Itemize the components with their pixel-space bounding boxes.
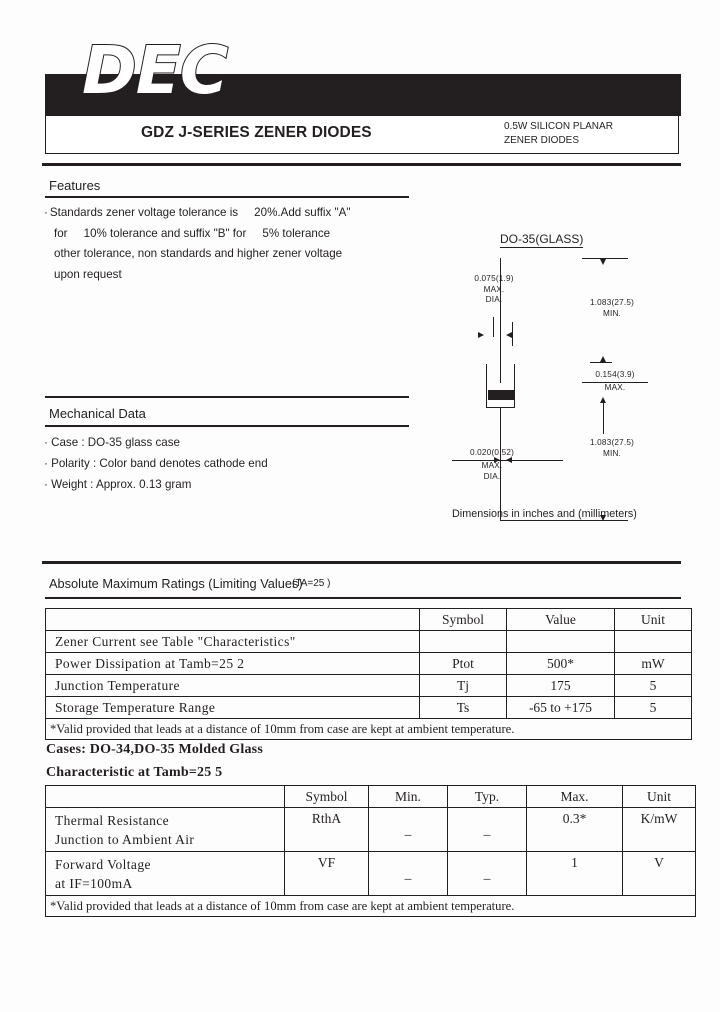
absolute-maximum-ratings-table <box>45 608 692 740</box>
col-header-max: Max. <box>527 786 623 808</box>
rating-value: -65 to +175 <box>507 697 615 719</box>
diagram-caption: Dimensions in inches and (millimeters) <box>452 508 637 520</box>
col-header-desc <box>46 786 285 808</box>
bottom-lead-dim-line <box>603 402 604 434</box>
table-row <box>46 631 692 653</box>
characteristics-table <box>45 785 696 917</box>
mechanical-item: · Polarity : Color band denotes cathode end <box>44 457 268 470</box>
top-lead-arrow-top <box>600 259 606 265</box>
rating-symbol: Ts <box>420 697 507 719</box>
col-header-symbol: Symbol <box>285 786 369 808</box>
col-header-min: Min. <box>369 786 448 808</box>
lead-diameter-leader-left <box>452 460 498 461</box>
features-item <box>44 244 464 265</box>
features-item-text: Standards zener voltage tolerance is 20%.Add suffix "A" <box>49 206 351 219</box>
rating-value: 175 <box>507 675 615 697</box>
rating-unit: mW <box>615 653 692 675</box>
features-item <box>44 265 464 286</box>
body-diameter-detail: DIA. <box>485 295 503 304</box>
ratings-heading: Absolute Maximum Ratings (Limiting Values) <box>49 576 303 591</box>
ratings-underline <box>45 597 681 599</box>
table-note-row <box>46 896 696 917</box>
company-logo: DEC <box>82 32 228 109</box>
cases-line: Cases: DO-34,DO-35 Molded Glass <box>46 742 263 757</box>
characteristic-max: 0.3* <box>527 808 623 852</box>
col-header-desc <box>46 609 420 631</box>
features-item-text: upon request <box>54 267 122 281</box>
mechanical-underline <box>45 425 409 427</box>
top-lead-length-value: 1.083(27.5) <box>589 298 635 307</box>
mechanical-heading: Mechanical Data <box>49 406 146 421</box>
header-divider <box>42 163 681 166</box>
body-length-value: 0.154(3.9) <box>582 370 648 383</box>
table-header-row <box>46 609 692 631</box>
body-diameter-arrow-right <box>478 332 484 338</box>
ratings-condition: (TA=25 ) <box>292 578 331 589</box>
body-diameter-qualifier: MAX. <box>483 284 505 294</box>
bottom-lead-length-qualifier: MIN. <box>602 448 622 458</box>
table-row <box>46 697 692 719</box>
mechanical-item: · Case : DO-35 glass case <box>44 436 180 449</box>
characteristic-unit: K/mW <box>623 808 696 852</box>
body-diameter-label <box>454 274 534 306</box>
col-header-typ: Typ. <box>448 786 527 808</box>
body-length-qualifier: MAX. <box>604 383 626 392</box>
characteristic-desc <box>46 808 285 852</box>
diode-glass-body <box>486 364 515 408</box>
ratings-section-rule <box>42 561 681 564</box>
lead-diameter-detail: DIA. <box>483 472 501 481</box>
rating-unit: 5 <box>615 675 692 697</box>
page-title: GDZ J-SERIES ZENER DIODES <box>141 124 372 141</box>
lead-diameter-value: 0.020(0.52) <box>454 448 530 461</box>
features-item <box>44 224 464 245</box>
col-header-value: Value <box>507 609 615 631</box>
characteristics-footnote: *Valid provided that leads at a distance of 10mm from case are kept at ambient temperature. <box>46 896 696 917</box>
rating-desc: Junction Temperature <box>46 675 420 697</box>
features-item <box>44 203 464 224</box>
header-title-box <box>45 116 679 154</box>
lead-diameter-leader-right <box>513 460 563 461</box>
characteristic-typ: _ <box>448 852 527 896</box>
top-lead-length-qualifier: MIN. <box>602 308 622 318</box>
package-diagram-title: DO-35(GLASS) <box>500 232 584 246</box>
characteristic-max: 1 <box>527 852 623 896</box>
col-header-symbol: Symbol <box>420 609 507 631</box>
characteristic-desc-line1: Forward Voltage <box>55 856 151 872</box>
features-item-text: for 10% tolerance and suffix "B" for 5% tolerance <box>54 226 331 240</box>
cathode-color-band <box>488 390 514 400</box>
rating-unit <box>615 631 692 653</box>
ratings-footnote: *Valid provided that leads at a distance of 10mm from case are kept at ambient temperature. <box>46 719 692 740</box>
rating-unit: 5 <box>615 697 692 719</box>
rating-symbol <box>420 631 507 653</box>
rating-desc: Power Dissipation at Tamb=25 2 <box>46 653 420 675</box>
package-outline-diagram <box>440 232 695 527</box>
table-row <box>46 808 696 852</box>
bottom-lead-length-value: 1.083(27.5) <box>589 438 635 447</box>
characteristic-typ: _ <box>448 808 527 852</box>
rating-symbol: Tj <box>420 675 507 697</box>
lead-diameter-arrow-left <box>506 457 512 463</box>
lead-diameter-qualifier: MAX. <box>481 461 503 470</box>
col-header-unit: Unit <box>623 786 696 808</box>
product-subtitle-line1: 0.5W SILICON PLANAR <box>504 121 613 132</box>
body-top-extension-line <box>590 362 612 363</box>
characteristic-unit: V <box>623 852 696 896</box>
col-header-unit: Unit <box>615 609 692 631</box>
mechanical-item: · Weight : Approx. 0.13 gram <box>44 478 192 491</box>
mechanical-top-rule <box>45 396 409 398</box>
features-underline <box>45 196 409 198</box>
body-diameter-value: 0.075(1.9) <box>474 274 514 283</box>
bullet-icon: · <box>44 206 48 219</box>
body-diameter-extension <box>512 322 513 346</box>
bottom-lead-extension-line <box>500 520 628 521</box>
features-list <box>44 203 464 285</box>
lead-diameter-arrow-right <box>494 457 500 463</box>
table-header-row <box>46 786 696 808</box>
rating-value <box>507 631 615 653</box>
table-row <box>46 653 692 675</box>
top-lead-length-label <box>572 298 652 319</box>
characteristic-condition-line: Characteristic at Tamb=25 5 <box>46 765 223 780</box>
product-subtitle-line2: ZENER DIODES <box>504 135 580 146</box>
characteristic-min: _ <box>369 808 448 852</box>
characteristic-desc-line2: Junction to Ambient Air <box>55 831 195 847</box>
rating-desc: Storage Temperature Range <box>46 697 420 719</box>
product-subtitle <box>504 120 613 148</box>
features-heading: Features <box>49 178 101 193</box>
characteristic-desc <box>46 852 285 896</box>
features-item-text: other tolerance, non standards and higher zener voltage <box>54 247 343 260</box>
characteristic-symbol: VF <box>285 852 369 896</box>
characteristic-symbol: RthA <box>285 808 369 852</box>
characteristic-desc-line1: Thermal Resistance <box>55 812 170 828</box>
rating-symbol: Ptot <box>420 653 507 675</box>
bottom-lead-length-label <box>572 438 652 459</box>
rating-value: 500* <box>507 653 615 675</box>
rating-desc: Zener Current see Table "Characteristics" <box>46 631 420 653</box>
table-row <box>46 852 696 896</box>
table-row <box>46 675 692 697</box>
body-diameter-leader <box>493 317 494 337</box>
mechanical-list <box>44 432 464 495</box>
characteristic-min: _ <box>369 852 448 896</box>
body-diameter-arrow-left <box>506 332 512 338</box>
characteristic-desc-line2: at IF=100mA <box>55 875 133 891</box>
table-note-row <box>46 719 692 740</box>
